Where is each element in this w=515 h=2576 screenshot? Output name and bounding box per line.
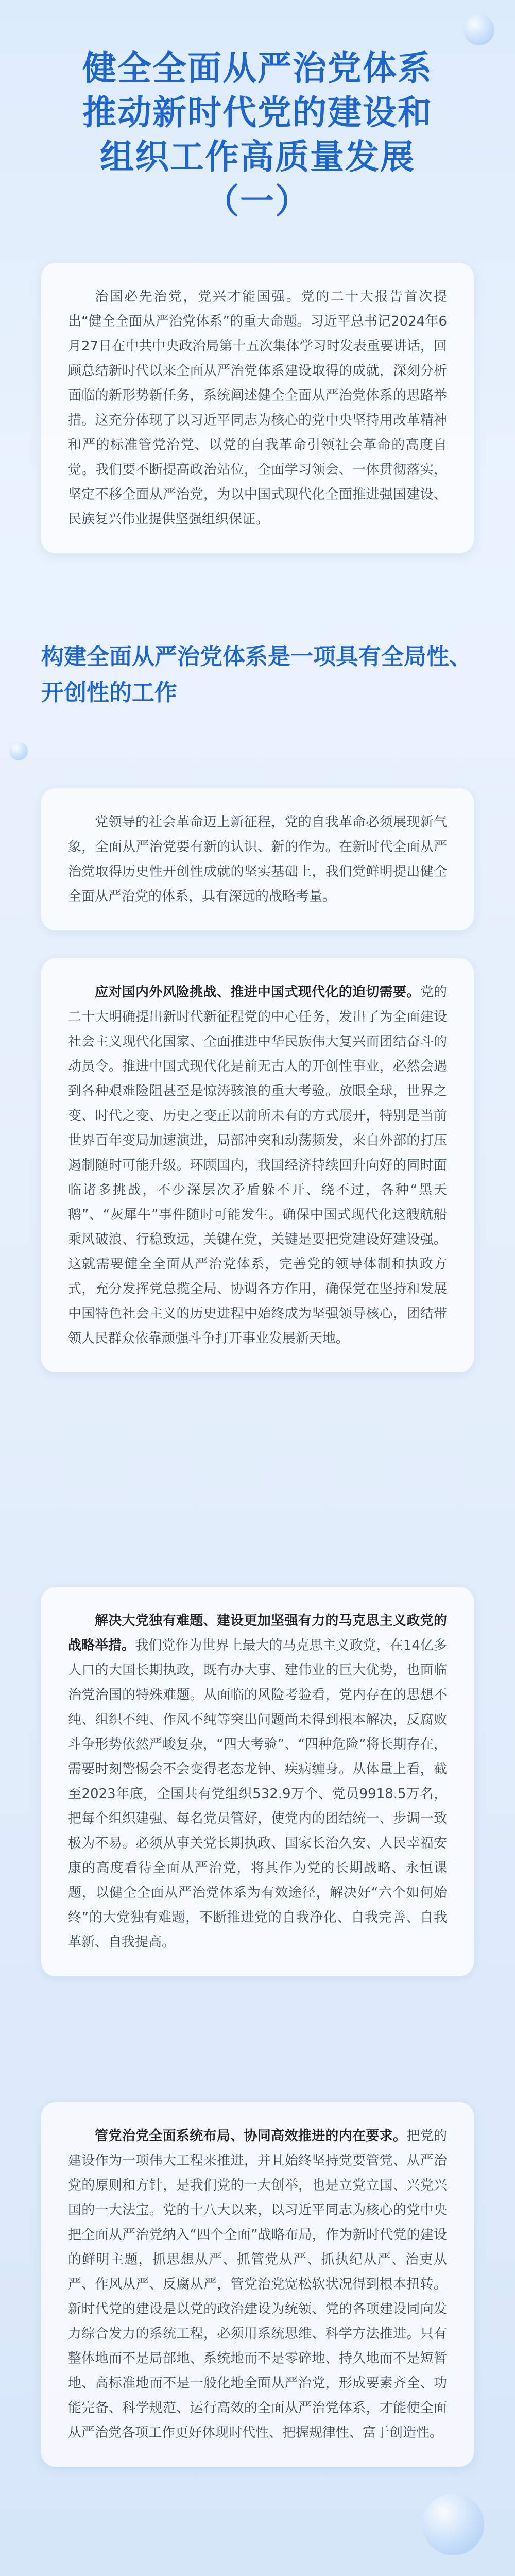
paragraph-lead: 解决大党独有难题、建设更加坚强有力的马克思主义政党的战略举措。 bbox=[68, 1613, 447, 1653]
section-card-2 bbox=[41, 958, 474, 1372]
paragraph-body: 党的二十大明确提出新时代新征程党的中心任务，发出了为全面建设社会主义现代化国家、全面推进中华民族伟大复兴而团结奋斗的动员令。推进中国式现代化是前无古人的开创性事业，必然会遇到各种艰难险阻甚至是惊涛骇浪的重大考验。放眼全球，世界之变、时代之变、历史之变正以前所未有的方式展开，特别是当前世界百年变局加速演进，局部冲突和动荡频发，来自外部的打压遏制随时可能升级。环顾国内，我国经济持续回升向好的同时面临诸多挑战，不少深层次矛盾躲不开、绕不过，各种“黑天鹅”、“灰犀牛”事件随时可能发生。确保中国式现代化这艘航船乘风破浪、行稳致远，关键在党，关键是要把党建设好建设强。这就需要健全全面从严治党体系，完善党的领导体制和执政方式，充分发挥党总揽全局、协调各方作用，确保党在坚持和发展中国特色社会主义的历史进程中始终成为坚强领导核心，团结带领人民群众依靠顽强斗争打开事业发展新天地。 bbox=[68, 985, 447, 1346]
section-paragraph bbox=[68, 1608, 447, 1955]
intro-paragraph: 治国必先治党，党兴才能国强。党的二十大报告首次提出“健全全面从严治党体系”的重大命题。习近平总书记2024年6月27日在中共中央政治局第十五次集体学习时发表重要讲话，回顾总结新时代以来全面从严治党体系建设取得的成就，深刻分析面临的新形势新任务，系统阐述健全全面从严治党体系的思路举措。这充分体现了以习近平同志为核心的党中央坚持用改革精神和严的标准管党治党、以党的自我革命引领社会革命的高度自觉。我们要不断提高政治站位，全面学习领会、一体贯彻落实，坚定不移全面从严治党，为以中国式现代化全面推进强国建设、民族复兴伟业提供坚强组织保证。 bbox=[68, 289, 447, 527]
page-title bbox=[0, 46, 515, 224]
title-line: 组织工作高质量发展 bbox=[100, 137, 415, 177]
title-line: （一） bbox=[205, 181, 310, 221]
section-card-1 bbox=[41, 788, 474, 930]
title-line: 健全全面从严治党体系 bbox=[82, 48, 433, 88]
paragraph-lead: 管党治党全面系统布局、协同高效推进的内在要求。 bbox=[95, 2128, 407, 2144]
intro-card bbox=[41, 263, 474, 553]
decor-bubble bbox=[9, 742, 28, 760]
section-heading: 构建全面从严治党体系是一项具有全局性、开创性的工作 bbox=[41, 643, 472, 706]
title-line: 推动新时代党的建设和 bbox=[82, 93, 433, 132]
paragraph-lead: 应对国内外风险挑战、推进中国式现代化的迫切需要。 bbox=[95, 985, 420, 1000]
section-card-4 bbox=[41, 2102, 474, 2467]
paragraph-body: 我们党作为世界上最大的马克思主义政党，在14亿多人口的大国长期执政，既有办大事、建伟业的巨大优势，也面临治党治国的特殊难题。从面临的风险考验看，党内存在的思想不纯、组织不纯、作风不纯等突出问题尚未得到根本解决，反腐败斗争形势依然严峻复杂，“四大考验”、“四种危险”将长期存在，需要时刻警惕会不会变得老态龙钟、疾病缠身。从体量上看，截至2023年底，全国共有党组织532.9万个、党员9918.5万名，把每个组织建强、每名党员管好，使党内的团结统一、步调一致极为不易。必须从事关党长期执政、国家长治久安、人民幸福安康的高度看待全面从严治党，将其作为党的长期战略、永恒课题，以健全全面从严治党体系为有效途径，解决好“六个如何始终”的大党独有难题，不断推进党的自我净化、自我完善、自我革新、自我提高。 bbox=[68, 1638, 447, 1950]
section-paragraph bbox=[68, 2124, 447, 2445]
paragraph-body: 把党的建设作为一项伟大工程来推进，并且始终坚持党要管党、从严治党的原则和方针，是我们党的一大创举，也是立党立国、兴党兴国的一大法宝。党的十八大以来，以习近平同志为核心的党中央把全面从严治党纳入“四个全面”战略布局，作为新时代党的建设的鲜明主题，抓思想从严、抓管党从严、抓执纪从严、治吏从严、作风从严、反腐从严，管党治党宽松软状况得到根本扭转。新时代党的建设是以党的政治建设为统领、党的各项建设同向发力综合发力的系统工程，必须用系统思维、科学方法推进。只有整体地而不是局部地、系统地而不是零碎地、持久地而不是短暂地、高标准地而不是一般化地全面从严治党，形成要素齐全、功能完备、科学规范、运行高效的全面从严治党体系，才能使全面从严治党各项工作更好体现时代性、把握规律性、富于创造性。 bbox=[68, 2128, 447, 2441]
section-paragraph: 党领导的社会革命迈上新征程，党的自我革命必须展现新气象，全面从严治党要有新的认识、新的作为。在新时代全面从严治党取得历史性开创性成就的坚实基础上，我们党鲜明提出健全全面从严治党的体系，具有深远的战略考量。 bbox=[68, 815, 447, 904]
decor-bubble bbox=[464, 14, 494, 45]
decor-bubble bbox=[422, 2494, 484, 2555]
section-card-3 bbox=[41, 1587, 474, 1976]
section-paragraph bbox=[68, 980, 447, 1351]
